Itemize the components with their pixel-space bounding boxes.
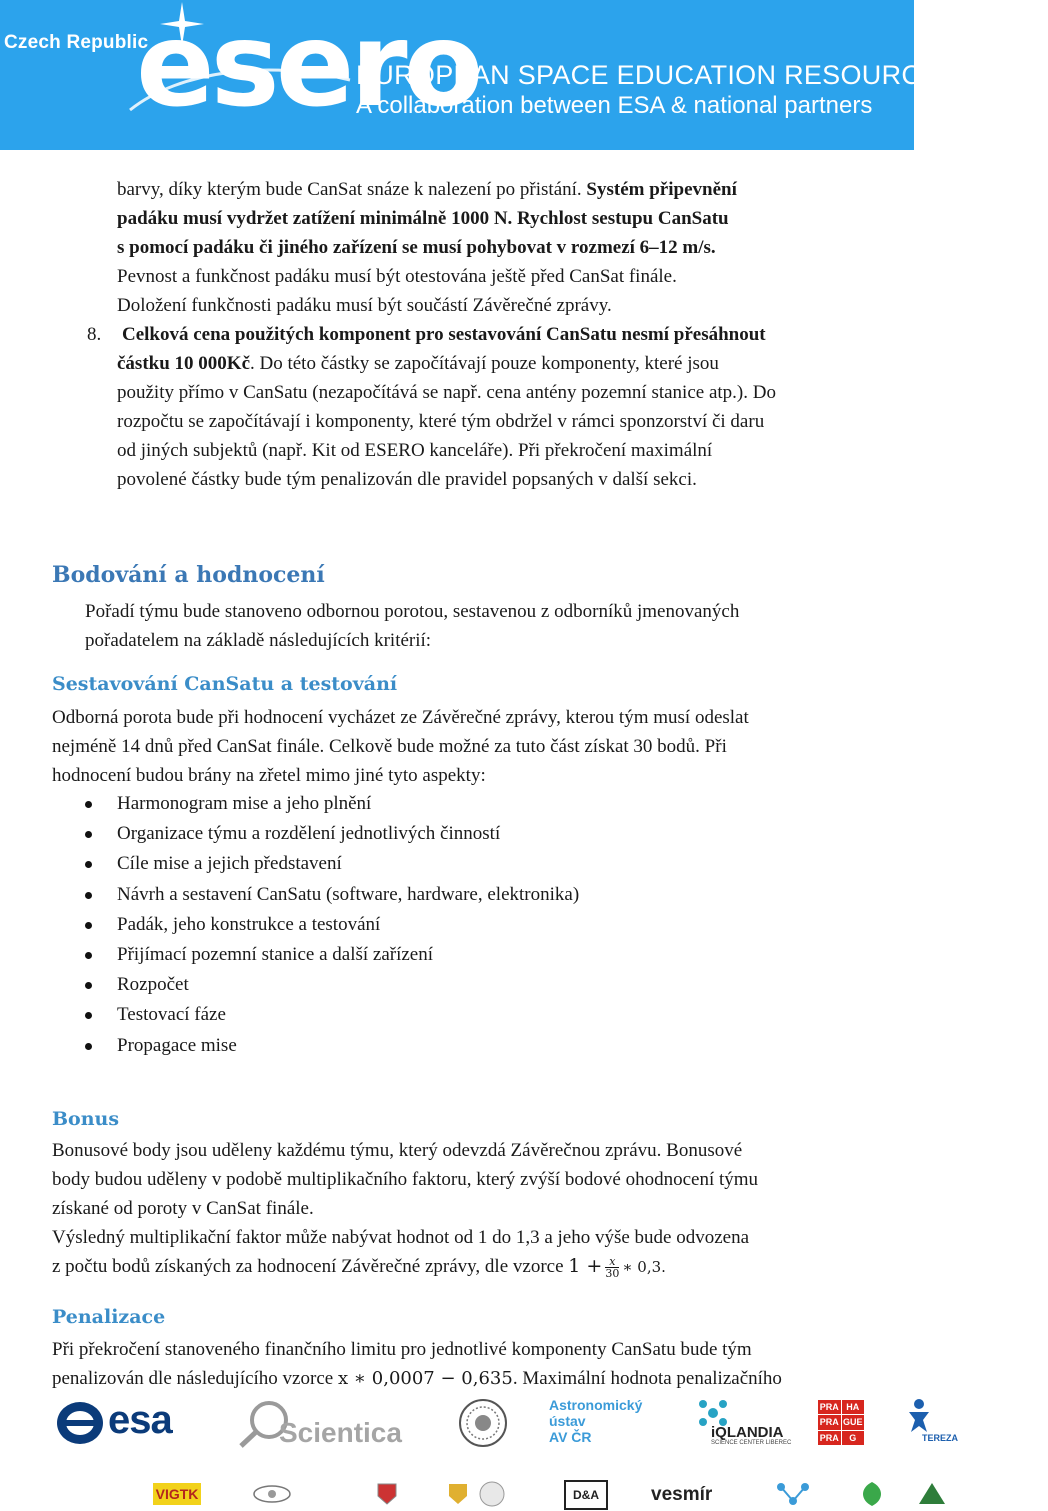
bullet-icon <box>85 982 92 989</box>
bonus-line-1: Bonusové body jsou uděleny každému týmu, který odevzdá Závěrečnou zprávu. Bonusové <box>52 1140 743 1161</box>
section-heading-scoring: Bodování a hodnocení <box>52 562 325 588</box>
continuation-line-2: padáku musí vydržet zatížení minimálně 1000 N. Rychlost sestupu CanSatu <box>117 208 729 229</box>
astronomical-institute-logo: Astronomický ústav AV ČR <box>549 1397 643 1445</box>
penalty-line-2: penalizován dle následujícího vzorce x ∗ 0,0007 − 0,635. Maximální hodnota penalizačního <box>52 1368 782 1389</box>
section-heading-bonus: Bonus <box>52 1108 120 1130</box>
bonus-line-2: body budou uděleny v podobě multiplikačního faktoru, který zvýší bodové ohodnocení týmu <box>52 1169 759 1190</box>
penalty-formula: x ∗ 0,0007 − 0,635 <box>337 1368 513 1389</box>
bullet-icon <box>85 801 92 808</box>
country-label: Czech Republic <box>4 32 149 53</box>
bullet-icon <box>85 831 92 838</box>
list-item: Harmonogram mise a jeho plnění <box>84 789 579 819</box>
scoring-line-1: Pořadí týmu bude stanoveno odbornou porotou, sestavenou z odborníků jmenovaných <box>85 601 740 622</box>
prague-logo: PRA HA PRA GUE PRA G <box>818 1400 864 1445</box>
bonus-line-3: získané od poroty v CanSat finále. <box>52 1198 314 1219</box>
bonus-line-4: Výsledný multiplikační faktor může nabývat hodnot od 1 do 1,3 a jeho výše bude odvozena <box>52 1227 750 1248</box>
list-number-8: 8. <box>87 324 102 345</box>
list-item: Rozpočet <box>84 970 579 1000</box>
list-item: Návrh a sestavení CanSatu (software, hardware, elektronika) <box>84 880 579 910</box>
section-heading-penalty: Penalizace <box>52 1306 166 1328</box>
bonus-formula: 1 + $\frac{x}{30}$ ∗ 0,3. <box>568 1254 666 1280</box>
scientica-logo: Scientica <box>279 1417 402 1448</box>
item8-line-5: od jiných subjektů (např. Kit od ESERO kanceláře). Při překročení maximální <box>117 440 713 461</box>
bullet-icon <box>85 861 92 868</box>
item8-line-4: rozpočtu se započítávají i komponenty, které tým obdržel v rámci sponzorství či daru <box>117 411 765 432</box>
bullet-icon <box>85 892 92 899</box>
building-line-2: nejméně 14 dnů před CanSat finále. Celkově bude možné za tuto část získat 30 bodů. Při <box>52 736 727 757</box>
network-icon <box>775 1481 811 1507</box>
crest-icon <box>376 1482 398 1506</box>
esa-emblem-icon <box>55 1400 105 1446</box>
item8-line-2: částku 10 000Kč. Do této částky se započítávají pouze komponenty, které jsou <box>117 353 719 374</box>
list-item: Testovací fáze <box>84 1000 579 1030</box>
continuation-line-5: Doložení funkčnosti padáku musí být součástí Závěrečné zprávy. <box>117 295 612 316</box>
list-item: Padák, jeho konstrukce a testování <box>84 910 579 940</box>
list-item: Organizace týmu a rozdělení jednotlivých činností <box>84 819 579 849</box>
building-line-1: Odborná porota bude při hodnocení vycházet ze Závěrečné zprávy, kterou tým musí odeslat <box>52 707 749 728</box>
bullet-icon <box>85 922 92 929</box>
bullet-icon <box>85 1012 92 1019</box>
scoring-line-2: pořadatelem na základě následujících kritérií: <box>85 630 432 651</box>
esa-logo: esa <box>108 1398 172 1442</box>
continuation-line-4: Pevnost a funkčnost padáku musí být otestována ještě před CanSat finále. <box>117 266 677 287</box>
item8-line-1: Celková cena použitých komponent pro sestavování CanSatu nesmí přesáhnout <box>122 324 766 345</box>
item8-line-3: použity přímo v CanSatu (nezapočítává se např. cena antény pozemní stanice atp.). Do <box>117 382 776 403</box>
shield-icon <box>447 1482 469 1506</box>
list-item: Přijímací pozemní stanice a další zařízení <box>84 940 579 970</box>
bullet-icon <box>85 1043 92 1050</box>
list-item: Propagace mise <box>84 1031 579 1061</box>
faculty-emblem-icon <box>478 1480 506 1508</box>
org-name: EUROPEAN SPACE EDUCATION RESOURCE OFFICE <box>356 60 1048 90</box>
list-item: Cíle mise a jejich představení <box>84 849 579 879</box>
item8-line-6: povolené částky bude tým penalizován dle pravidel popsaných v další sekci. <box>117 469 697 490</box>
header-banner <box>0 0 1048 150</box>
university-seal-icon <box>458 1398 508 1448</box>
planetarium-icon <box>252 1482 292 1506</box>
esero-wordmark: esero <box>136 0 480 133</box>
iqlandia-logo: iQLANDIA <box>711 1424 784 1441</box>
vesmir-logo: vesmír <box>651 1484 713 1505</box>
org-tagline: A collaboration between ESA & national partners <box>356 92 873 119</box>
formula-fraction: $\frac{x}{30}$ <box>605 1254 620 1280</box>
figure-icon <box>905 1398 933 1434</box>
continuation-line-3: s pomocí padáku či jiného zařízení se musí pohybovat v rozmezí 6–12 m/s. <box>117 237 716 258</box>
vigtk-logo: VIGTK <box>153 1483 201 1505</box>
bonus-line-5: z počtu bodů získaných za hodnocení Závěrečné zprávy, dle vzorce 1 + $\frac{x}{30}$ ∗ 0,3. <box>52 1254 666 1280</box>
leaf-icon <box>858 1480 886 1508</box>
tereza-logo: TEREZA <box>922 1433 958 1443</box>
continuation-line-1: barvy, díky kterým bude CanSat snáze k nalezení po přistání. Systém připevnění <box>117 179 737 200</box>
bullet-icon <box>85 952 92 959</box>
da-logo: D&A <box>564 1480 608 1510</box>
tree-icon <box>918 1482 946 1508</box>
building-line-3: hodnocení budou brány na zřetel mimo jiné tyto aspekty: <box>52 765 486 786</box>
iqlandia-subtitle: SCIENCE CENTER LIBEREC <box>711 1440 792 1446</box>
criteria-list <box>84 789 579 1061</box>
section-heading-building: Sestavování CanSatu a testování <box>52 673 398 695</box>
penalty-line-1: Při překročení stanoveného finančního limitu pro jednotlivé komponenty CanSatu bude tým <box>52 1339 752 1360</box>
